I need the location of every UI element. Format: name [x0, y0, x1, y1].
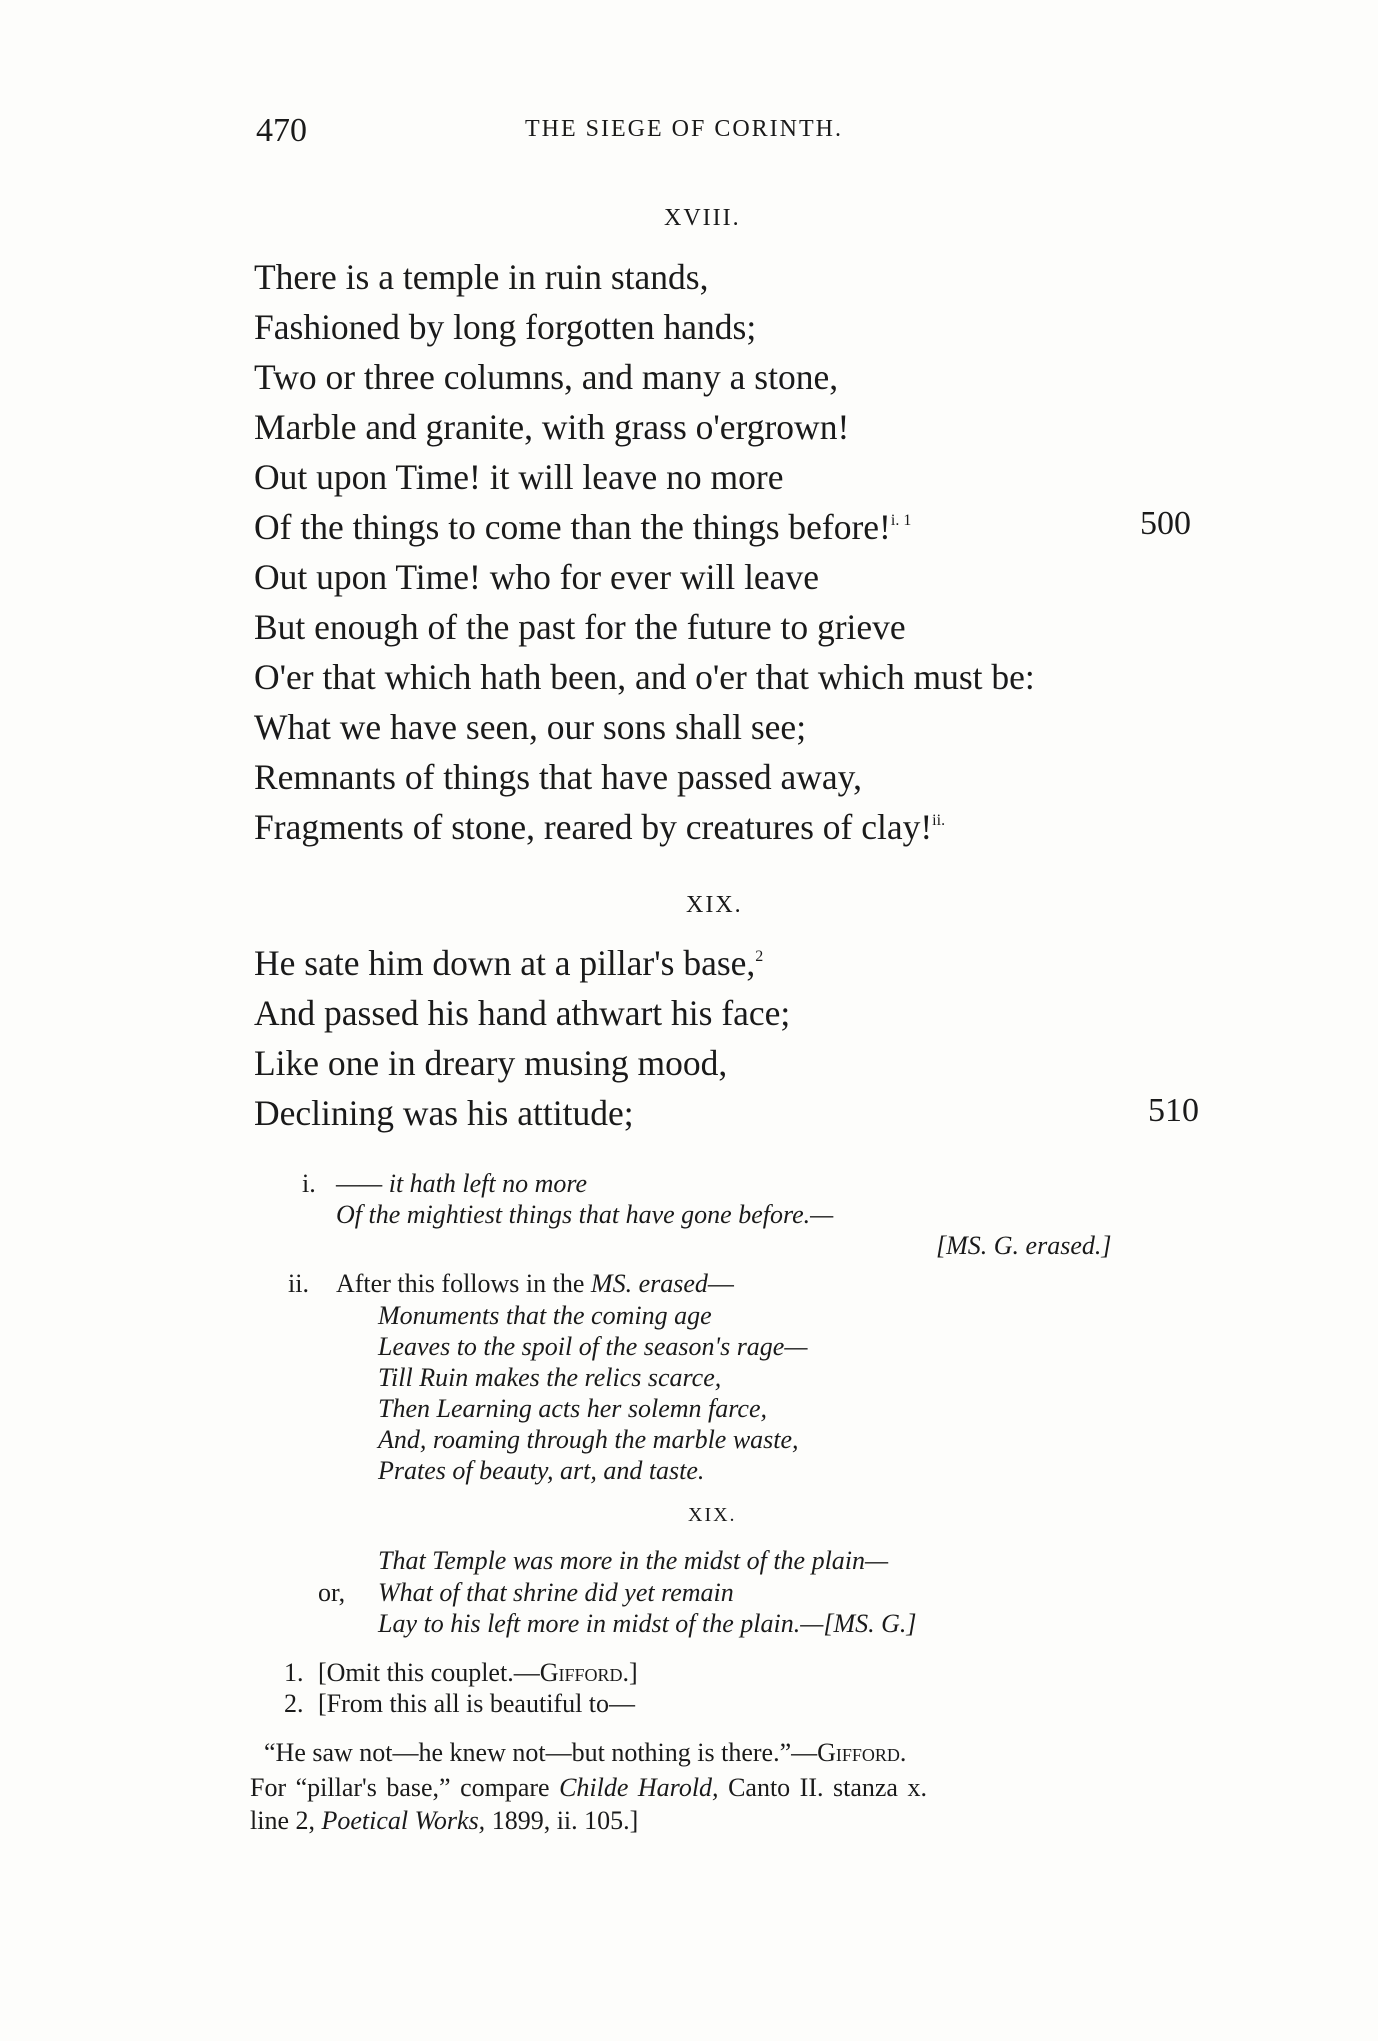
poem-line: What we have seen, our sons shall see;	[254, 707, 807, 747]
note-reference: ii.	[932, 812, 946, 829]
footnote-reference: For “pillar's base,” compare Childe Harold, Canto II. stanza x.	[250, 1773, 927, 1802]
variant-note-label: i.	[302, 1169, 316, 1198]
poem-line: There is a temple in ruin stands,	[254, 257, 709, 297]
line-number: 510	[1148, 1092, 1199, 1129]
poem-line: Marble and granite, with grass o'ergrown!	[254, 407, 850, 447]
variant-note-line: Then Learning acts her solemn farce,	[378, 1394, 767, 1423]
stanza-numeral-xix: XIX.	[686, 892, 743, 918]
footnote-quote: “He saw not—he knew not—but nothing is there.”—Gifford.	[264, 1738, 907, 1767]
variant-note-line: Prates of beauty, art, and taste.	[378, 1456, 705, 1485]
variant-note-line: Till Ruin makes the relics scarce,	[378, 1363, 722, 1392]
poem-line: Of the things to come than the things before!$^{i. 1}$	[254, 507, 912, 547]
stanza-numeral-xviii: XVIII.	[664, 205, 741, 231]
poem-line: Like one in dreary musing mood,	[254, 1043, 728, 1083]
footnote-label: 2.	[284, 1689, 304, 1718]
running-title: THE SIEGE OF CORINTH.	[525, 116, 843, 142]
variant-note-line: —— it hath left no more	[336, 1169, 588, 1198]
variant-note-label: ii.	[288, 1269, 309, 1298]
poem-line: Out upon Time! who for ever will leave	[254, 557, 819, 597]
poem-line: O'er that which hath been, and o'er that which must be:	[254, 657, 1035, 697]
variant-note-line: What of that shrine did yet remain	[378, 1578, 734, 1607]
poem-line: He sate him down at a pillar's base,$^2$	[254, 943, 764, 983]
poem-line: Declining was his attitude;	[254, 1093, 634, 1133]
note-reference: i. 1	[890, 512, 912, 529]
poem-line: Out upon Time! it will leave no more	[254, 457, 784, 497]
variant-note-line: Monuments that the coming age	[378, 1301, 712, 1330]
variant-note-line: Leaves to the spoil of the season's rage—	[378, 1332, 808, 1361]
variant-note-or: or,	[318, 1578, 346, 1607]
footnote-reference: line 2, Poetical Works, 1899, ii. 105.]	[250, 1806, 639, 1835]
footnote-text: [Omit this couplet.—Gifford.]	[318, 1658, 638, 1687]
poem-line: And passed his hand athwart his face;	[254, 993, 791, 1033]
variant-note-intro: After this follows in the MS. erased—	[336, 1269, 734, 1298]
poem-line: Remnants of things that have passed away,	[254, 757, 862, 797]
variant-note-line: That Temple was more in the midst of the plain—	[378, 1546, 889, 1575]
variant-note-source: [MS. G. erased.]	[936, 1231, 1112, 1260]
poem-line: Fashioned by long forgotten hands;	[254, 307, 757, 347]
variant-note-line: Of the mightiest things that have gone before.—	[336, 1200, 834, 1229]
footnote-text: [From this all is beautiful to—	[318, 1689, 636, 1718]
page-number: 470	[256, 112, 307, 149]
variant-note-line: And, roaming through the marble waste,	[378, 1425, 799, 1454]
poem-line: But enough of the past for the future to grieve	[254, 607, 906, 647]
line-number: 500	[1140, 505, 1191, 542]
footnote-label: 1.	[284, 1658, 304, 1687]
poem-line: Fragments of stone, reared by creatures of clay!$^{ii.}$	[254, 807, 946, 847]
variant-numeral: XIX.	[688, 1504, 737, 1526]
note-reference: 2	[755, 948, 764, 965]
variant-note-line: Lay to his left more in midst of the plain.—[MS. G.]	[378, 1609, 917, 1638]
poem-line: Two or three columns, and many a stone,	[254, 357, 839, 397]
